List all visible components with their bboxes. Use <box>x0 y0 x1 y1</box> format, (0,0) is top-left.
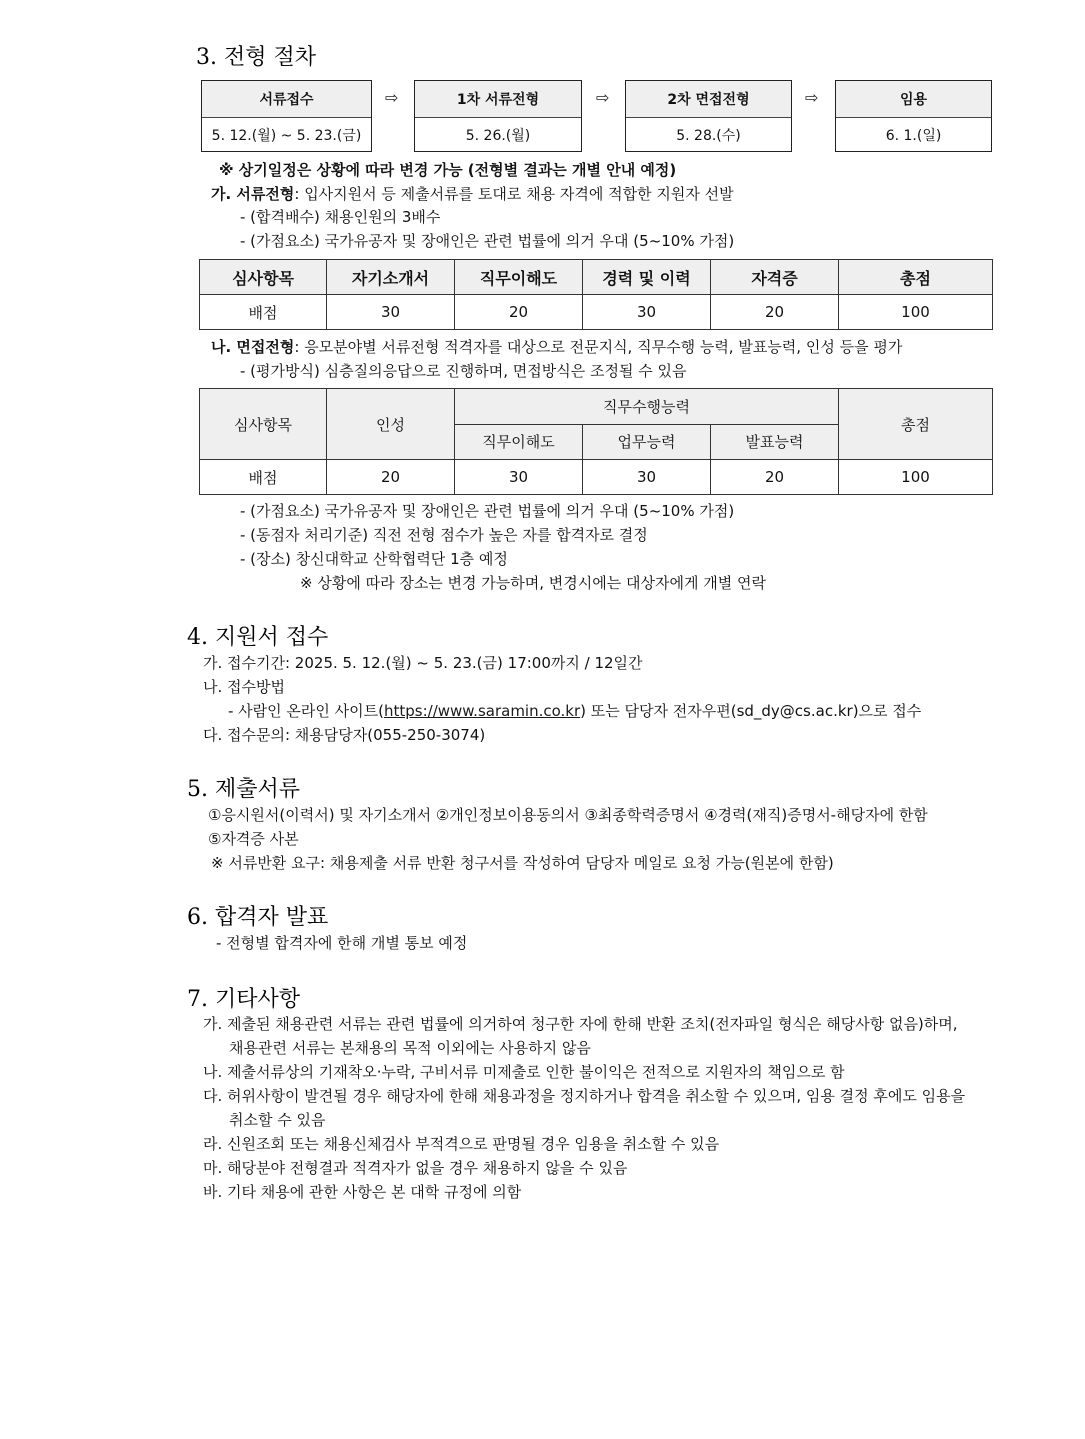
table-cell: 20 <box>711 295 839 330</box>
section-7-title: 7. 기타사항 <box>187 987 300 1012</box>
application-method-title: 나. 접수방법 <box>203 678 285 696</box>
location-note: ※ 상황에 따라 장소는 변경 가능하며, 변경시에는 대상자에게 개별 연락 <box>300 574 766 592</box>
table-cell: 20 <box>455 295 583 330</box>
table-header: 총점 <box>839 389 993 460</box>
table-cell: 100 <box>839 460 993 495</box>
application-method <box>228 701 921 721</box>
list-item: - (동점자 처리기준) 직전 전형 점수가 높은 자를 합격자로 결정 <box>240 526 648 544</box>
table-header: 발표능력 <box>711 424 839 460</box>
table-cell: 30 <box>583 295 711 330</box>
process-step-4 <box>835 80 992 152</box>
interview-score-table <box>199 388 993 495</box>
process-step-label: 1차 서류전형 <box>415 81 581 118</box>
list-item: 마. 해당분야 전형결과 적격자가 없을 경우 채용하지 않을 수 있음 <box>203 1159 628 1177</box>
table-row <box>200 295 993 330</box>
table-header: 직무이해도 <box>455 260 583 295</box>
process-step-2 <box>414 80 582 152</box>
process-step-date: 5. 26.(월) <box>465 128 531 144</box>
list-item: 가. 제출된 채용관련 서류는 관련 법률에 의거하여 청구한 자에 한해 반환 조치(전자파일 형식은 해당사항 없음)하며, <box>203 1015 958 1033</box>
list-item: 바. 기타 채용에 관한 사항은 본 대학 규정에 의함 <box>203 1183 522 1201</box>
process-step-label: 임용 <box>836 81 991 118</box>
table-header-group: 직무수행능력 <box>455 389 839 425</box>
list-item: 취소할 수 있음 <box>229 1111 326 1129</box>
table-cell: 배점 <box>200 295 327 330</box>
table-row <box>200 260 993 295</box>
arrow-right-icon: ⇨ <box>805 88 819 107</box>
list-item: - (평가방식) 심층질의응답으로 진행하며, 면접방식은 조정될 수 있음 <box>240 362 687 380</box>
list-item: 채용관련 서류는 본채용의 목적 이외에는 사용하지 않음 <box>229 1039 591 1057</box>
table-header: 인성 <box>327 389 455 460</box>
section-5-title: 5. 제출서류 <box>187 777 300 802</box>
section-4-title: 4. 지원서 접수 <box>187 625 329 650</box>
section-3-title: 3. 전형 절차 <box>196 45 316 70</box>
table-row <box>200 389 993 425</box>
process-step-3 <box>625 80 792 152</box>
process-step-label: 서류접수 <box>202 81 371 118</box>
table-header: 경력 및 이력 <box>583 260 711 295</box>
table-cell: 30 <box>327 295 455 330</box>
section-6-title: 6. 합격자 발표 <box>187 905 329 930</box>
table-cell: 20 <box>711 460 839 495</box>
arrow-right-icon: ⇨ <box>385 88 399 107</box>
table-header: 업무능력 <box>583 424 711 460</box>
method-text-post: ) 또는 담당자 전자우편(sd_dy@cs.ac.kr)으로 접수 <box>580 702 922 720</box>
process-step-1 <box>201 80 372 152</box>
application-period: 가. 접수기간: 2025. 5. 12.(월) ~ 5. 23.(금) 17:00까지 / 12일간 <box>203 654 643 672</box>
list-item: 라. 신원조회 또는 채용신체검사 부적격으로 판명될 경우 임용을 취소할 수 있음 <box>203 1135 720 1153</box>
application-inquiry: 다. 접수문의: 채용담당자(055-250-3074) <box>203 726 486 744</box>
documents-list: ①응시원서(이력서) 및 자기소개서 ②개인정보이용동의서 ③최종학력증명서 ④경력(재직)증명서-해당자에 한함 <box>208 806 928 824</box>
table-header: 심사항목 <box>200 260 327 295</box>
table-cell: 30 <box>455 460 583 495</box>
table-header: 총점 <box>839 260 993 295</box>
process-step-date: 5. 28.(수) <box>676 128 741 144</box>
table-cell: 배점 <box>200 460 327 495</box>
table-cell: 20 <box>327 460 455 495</box>
interview-screening-text: : 응모분야별 서류전형 적격자를 대상으로 전문지식, 직무수행 능력, 발표능력, 인성 등을 평가 <box>294 338 903 356</box>
document-screening-title: 가. 서류전형 <box>211 185 295 203</box>
document-score-table <box>199 259 993 330</box>
list-item: - (합격배수) 채용인원의 3배수 <box>240 208 441 226</box>
table-cell: 30 <box>583 460 711 495</box>
table-header: 자기소개서 <box>327 260 455 295</box>
process-step-date: 5. 12.(월) ~ 5. 23.(금) <box>211 128 362 144</box>
list-item: - (장소) 창신대학교 산학협력단 1층 예정 <box>240 550 508 568</box>
table-header: 자격증 <box>711 260 839 295</box>
saramin-link[interactable]: https://www.saramin.co.kr <box>383 702 581 720</box>
list-item: - (가점요소) 국가유공자 및 장애인은 관련 법률에 의거 우대 (5~10% 가점) <box>240 232 735 250</box>
table-header: 직무이해도 <box>455 424 583 460</box>
table-row <box>200 460 993 495</box>
method-text-pre: - 사람인 온라인 사이트( <box>228 702 384 720</box>
announcement-text: - 전형별 합격자에 한해 개별 통보 예정 <box>216 934 468 952</box>
document-screening <box>211 184 734 204</box>
process-step-date: 6. 1.(일) <box>885 128 942 144</box>
table-header: 심사항목 <box>200 389 327 460</box>
documents-list-cont: ⑤자격증 사본 <box>208 830 299 848</box>
interview-screening <box>211 337 902 357</box>
list-item: - (가점요소) 국가유공자 및 장애인은 관련 법률에 의거 우대 (5~10% 가점) <box>240 502 735 520</box>
arrow-right-icon: ⇨ <box>596 88 610 107</box>
interview-screening-title: 나. 면접전형 <box>211 338 295 356</box>
table-cell: 100 <box>839 295 993 330</box>
documents-return-note: ※ 서류반환 요구: 채용제출 서류 반환 청구서를 작성하여 담당자 메일로 요청 가능(원본에 한함) <box>211 854 834 872</box>
schedule-notice: ※ 상기일정은 상황에 따라 변경 가능 (전형별 결과는 개별 안내 예정) <box>219 161 677 179</box>
document-screening-text: : 입사지원서 등 제출서류를 토대로 채용 자격에 적합한 지원자 선발 <box>294 185 734 203</box>
process-step-label: 2차 면접전형 <box>626 81 791 118</box>
list-item: 나. 제출서류상의 기재착오·누락, 구비서류 미제출로 인한 불이익은 전적으로 지원자의 책임으로 함 <box>203 1063 845 1081</box>
list-item: 다. 허위사항이 발견될 경우 해당자에 한해 채용과정을 정지하거나 합격을 취소할 수 있으며, 임용 결정 후에도 임용을 <box>203 1087 966 1105</box>
